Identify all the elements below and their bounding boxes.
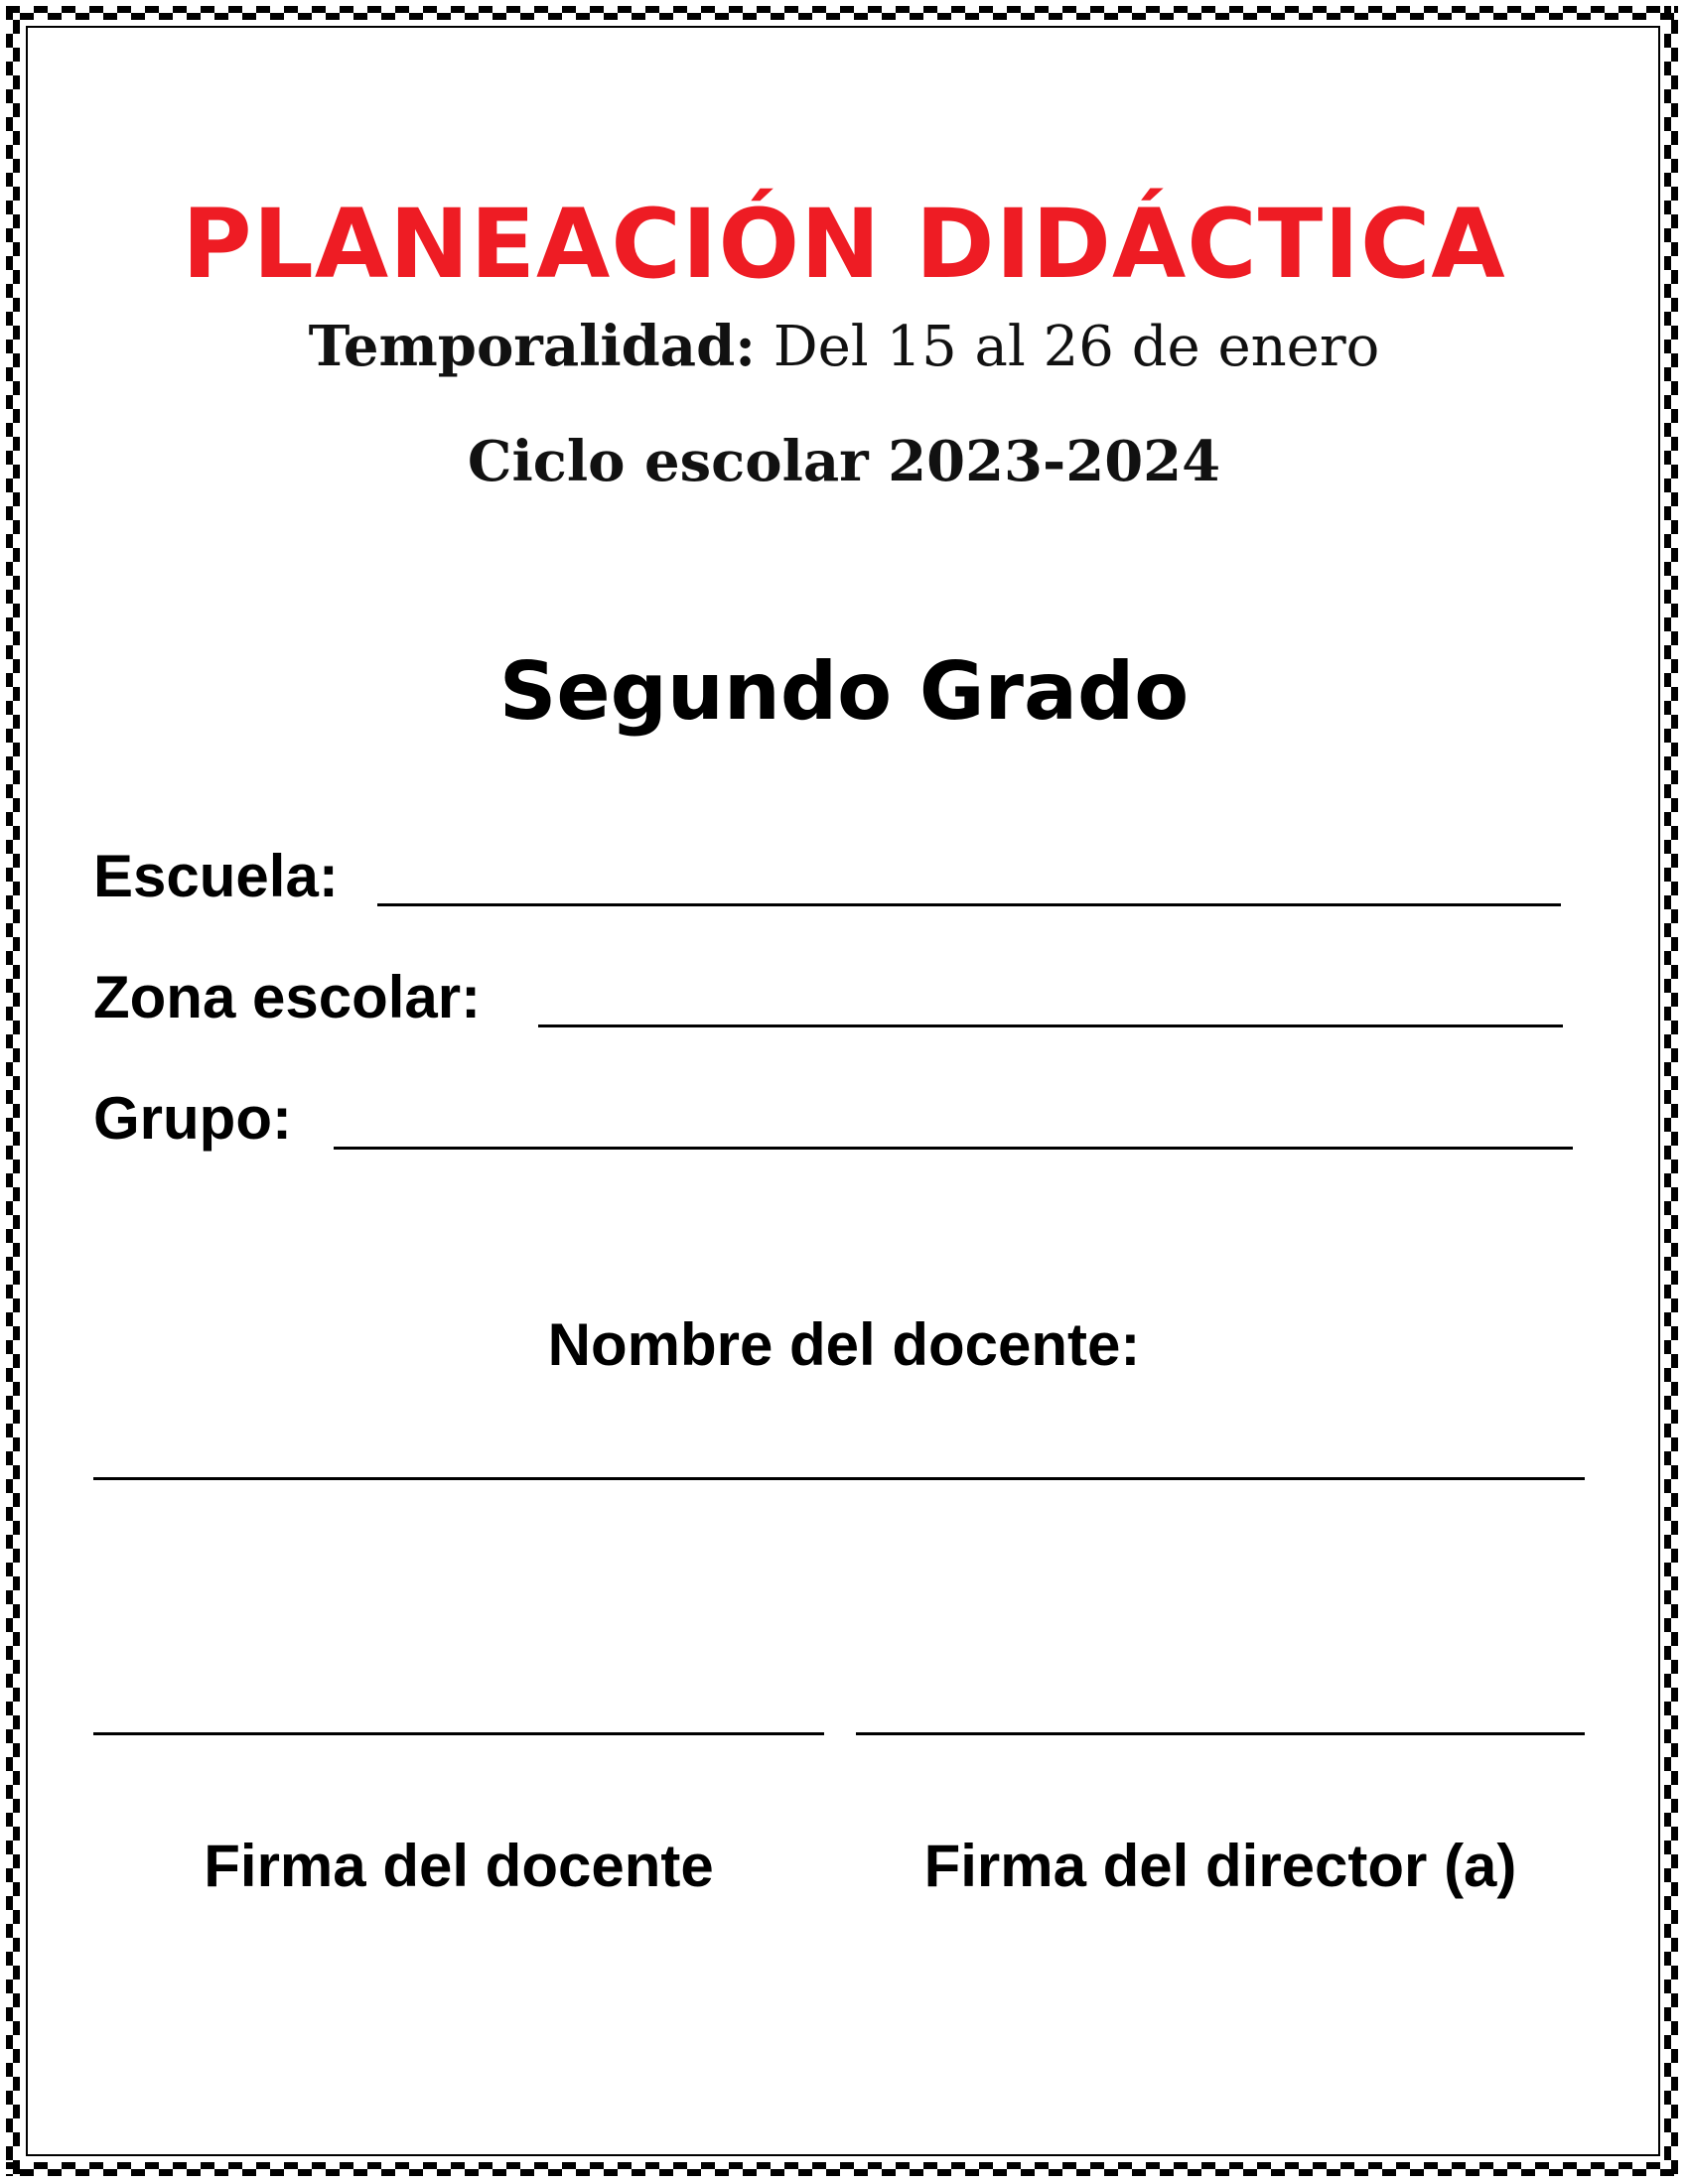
zona-escolar-line[interactable] (538, 1024, 1563, 1027)
grade-heading: Segundo Grado (498, 645, 1190, 738)
escuela-line[interactable] (377, 903, 1561, 906)
grupo-line[interactable] (334, 1147, 1573, 1150)
border-bottom (6, 2162, 1678, 2176)
grupo-label: Grupo: (93, 1085, 292, 1152)
document-title: PLANEACIÓN DIDÁCTICA (182, 189, 1506, 300)
temporalidad-value: Del 15 al 26 de enero (755, 315, 1380, 379)
firma-docente-line[interactable] (93, 1732, 824, 1735)
escuela-label: Escuela: (93, 843, 339, 909)
temporalidad-label: Temporalidad: (308, 314, 756, 379)
nombre-docente-label: Nombre del docente: (547, 1311, 1141, 1378)
nombre-docente-line[interactable] (93, 1477, 1585, 1480)
firma-director-label: Firma del director (a) (923, 1833, 1517, 1899)
firma-director-line[interactable] (856, 1732, 1585, 1735)
zona-escolar-label: Zona escolar: (93, 964, 482, 1030)
firma-docente-label: Firma del docente (204, 1833, 714, 1899)
border-top (6, 6, 1678, 20)
temporalidad-line (0, 314, 1688, 379)
ciclo-escolar: Ciclo escolar 2023-2024 (467, 429, 1221, 494)
